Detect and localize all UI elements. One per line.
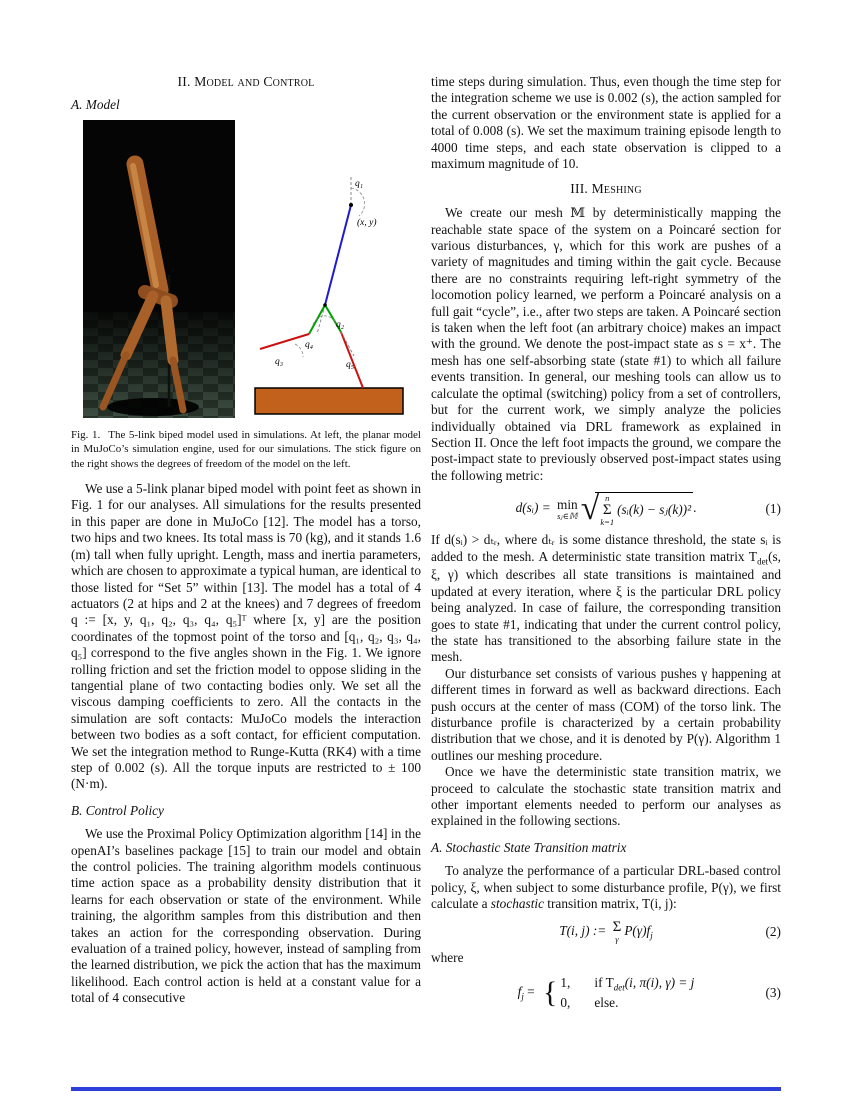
torso-top-point — [349, 203, 353, 207]
equation-2 — [431, 920, 781, 944]
figure-1 — [71, 120, 421, 471]
equation-3 — [431, 974, 781, 1012]
eq2-sum-lower: γ — [615, 934, 619, 945]
eq1-min: min — [557, 497, 578, 513]
figure-1-caption — [71, 428, 421, 471]
left-shank-link — [260, 334, 309, 349]
eq1-radical-group — [580, 489, 693, 527]
torso-extension-dashed — [317, 305, 325, 334]
eq1-min-subscript: sⱼ∈𝕄 — [557, 510, 578, 521]
bottom-page-rule — [71, 1087, 781, 1091]
case2-condition: else. — [594, 995, 619, 1011]
label-q5: q₅ — [346, 360, 355, 371]
label-q1: q₁ — [355, 179, 364, 190]
paragraph-meshing-text: We create our mesh 𝕄 by deterministically mapping the reachable state space of the system on a Poincaré section for various disturbances, γ, which for this work are pushes of a variety of magnitudes and timing within the gait cycle. Because there are no constraints requiring left-right symmetry of the locomotion policy learned, we perform a Poincaré analysis on a full gait “cycle”, i.e., after two steps are taken. A Poincaré section is taken when the left foot (an arbitrary choice) makes an impact with the ground. We denote the post-impact state as s = x⁺. The mesh has one self-absorbing state (state #1) to which all failure events transition. In general, our meshing tools can allow us to calculate the optimal (switching) policy from a set of controllers, but for the current work, we simply analyze the policies individually obtained via DRL framework as explained in Section II. Once the left foot impacts the ground, we compare the post-impact state to previously observed post-impact states using the following metric: — [431, 205, 781, 483]
case-row-2 — [560, 994, 694, 1012]
eq2-sum-operator — [613, 920, 622, 944]
where-label: where — [431, 949, 464, 965]
paragraph-dtr-a: If d(sᵢ) > dₜᵣ, where dₜᵣ is some distance threshold, the state sᵢ is added to the mesh. A deterministic state transition matrix T — [431, 532, 781, 564]
eq1-radicand — [595, 492, 693, 526]
paragraph-analyze — [431, 863, 781, 912]
paragraph-meshing — [431, 205, 781, 484]
paragraph-once-we-have-text: Once we have the deterministic state transition matrix, we proceed to calculate the stochastic state transition matrix and other important elements needed to perform our analyses as explained in the following sections. — [431, 764, 781, 829]
torso-link — [325, 205, 351, 305]
eq1-period: . — [693, 500, 697, 516]
paragraph-model-text: We use a 5-link planar biped model with point feet as shown in Fig. 1 for our analyses. All simulations for the results presented in this paper are done in MuJoCo [12]. The model has a torso, two hips and two knees. Its total mass is 70 (kg), and it stands 1.6 (m) tall when fully upright. Length, mass and inertia parameters, which are chosen to approximate a typical human, are identical to those listed for “Set 5” within [13]. The model has a total of 4 actuators (2 at hips and 2 at the knees) and 7 degrees of freedom q := [x, y, q₁, q₂, q₃, q₄, q₅]ᵀ where [x, y] are the position coordinates of the topmost point of the torso and [q₁, q₂, q₃, q₄, q₅] correspond to the five angles shown in the Fig. 1. We ignore rolling friction and set the friction model to oppose sliding in the tangential plane of two contacting bodies only. We set all the viscous damping coefficients to zero. All the contacts in the simulation are soft contacts: MuJoCo models the interaction between two bodies as a soft contact, for efficient computation. We set the integration method to Runge-Kutta (RK4) with a time step of 0.002 (s). All the torque inputs are restricted to ± 100 (N·m). — [71, 481, 421, 792]
subsection-title-stochastic-matrix: A. Stochastic State Transition matrix — [431, 839, 627, 855]
eq3-lhs-subscript: j — [521, 991, 524, 1002]
label-q4: q₄ — [305, 340, 314, 351]
ground-block — [255, 388, 403, 414]
figure-caption-text: The 5-link biped model used in simulations. At left, the planar model in MuJoCo’s simulation engine, used for our simulations. The stick figure on the right shows the degrees of freedom of the model on the left. — [71, 429, 421, 470]
paragraph-distance-threshold — [431, 532, 781, 666]
left-column — [71, 74, 421, 1007]
eq3-lhs: f — [517, 984, 522, 1000]
q1-angle-arc — [351, 188, 365, 216]
sigma-symbol: Σ — [602, 501, 612, 518]
stochastic-emphasis: stochastic — [490, 896, 544, 912]
equation-1 — [431, 489, 781, 527]
robot-right-thigh — [166, 301, 173, 360]
case1-cond-a: if T — [594, 975, 614, 991]
paragraph-dtr-b: (s, ξ, γ) which describes all state transitions is maintained and updated at every iteration, where ξ is the particular DRL policy being analyzed. In case of failure, the corresponding transition goes to state #1, indicating that under the current control policy, the state has transitioned to the absorbing failure state in the mesh. — [431, 548, 781, 665]
eq3-number: (3) — [765, 984, 781, 1000]
left-knee-angle-arc — [295, 344, 303, 357]
case2-value: 0, — [560, 995, 571, 1011]
eq1-lhs: d(sᵢ) = — [515, 500, 554, 516]
radical-sign: √ — [580, 489, 600, 527]
right-column — [431, 74, 781, 1018]
eq2-body: P(γ)f — [624, 923, 651, 939]
label-q2: q₂ — [336, 320, 345, 331]
section-title-model-and-control: II. Model and Control — [177, 74, 315, 89]
hip-point — [323, 303, 327, 307]
cases-brace: { — [543, 976, 558, 1010]
case1-value: 1, — [560, 975, 571, 991]
tdet-subscript: det — [757, 556, 769, 567]
left-thigh-link — [309, 305, 325, 334]
mujoco-render-image — [83, 120, 235, 418]
paragraph-analyze-b: transition matrix, T(i, j): — [543, 896, 677, 912]
section-title-meshing: III. Meshing — [570, 181, 642, 197]
figure-1-images — [71, 120, 421, 418]
label-q3: q₃ — [275, 357, 284, 368]
paragraph-continuation — [431, 74, 781, 172]
case-row-1 — [560, 974, 694, 994]
paragraph-disturbance-set-text: Our disturbance set consists of various pushes γ happening at different times in forward as well as backward directions. Each push occurs at the center of mass (COM) of the torso link. The disturbance profile is characterized by a certain probability distribution that we chose, and it is denoted by P(γ). Algorithm 1 outlines our meshing procedure. — [431, 665, 781, 763]
eq1-min-operator — [557, 498, 578, 520]
stick-figure-diagram — [243, 120, 411, 418]
eq2-lhs: T(i, j) := — [559, 923, 610, 939]
eq2-number: (2) — [765, 923, 781, 939]
label-xy: (x, y) — [357, 218, 377, 229]
eq3-cases — [560, 974, 694, 1012]
case1-condition — [594, 974, 694, 994]
eq1-sum-operator — [600, 494, 614, 526]
sigma-symbol: Σ — [612, 919, 622, 936]
case1-cond-subscript: det — [613, 982, 625, 993]
eq1-sum-lower: k=1 — [600, 516, 615, 527]
paragraph-analyze-a: To analyze the performance of a particular DRL-based control policy, ξ, when subject to some disturbance profile, P(γ), we first calculate a — [431, 863, 781, 912]
eq1-body: (sᵢ(k) − sⱼ(k))² — [617, 501, 692, 517]
eq3-equals: = — [527, 984, 535, 1000]
paragraph-disturbance-set — [431, 666, 781, 764]
eq1-number: (1) — [765, 500, 781, 516]
subsection-title-control-policy: B. Control Policy — [71, 802, 164, 818]
paragraph-model — [71, 481, 421, 793]
paragraph-control-policy — [71, 826, 421, 1006]
case1-cond-b: (i, π(i), γ) = j — [624, 975, 695, 991]
eq2-subscript: j — [650, 930, 653, 941]
paragraph-once-we-have — [431, 764, 781, 830]
figure-caption-tag: Fig. 1. — [71, 429, 101, 442]
paragraph-control-policy-text: We use the Proximal Policy Optimization algorithm [14] in the openAI’s baselines package [15] to train our model and obtain the control policies. The training algorithm models continuous time action space as a probability density distribution that it learns for each observation or state of the environment. While training, the algorithm samples from this distribution and then takes an action for the corresponding observation. During evaluation of a trained policy, however, instead of sampling from the learned distribution, we pick the action that has the maximum likelihood. Each control action is held at a constant value for a total of 4 consecutive — [71, 826, 421, 1006]
paragraph-continuation-text: time steps during simulation. Thus, even though the time step for the integration scheme we use is 0.002 (s), the action sampled for the current observation or the environment state is applied for a total of 0.008 (s). We set the maximum training episode length to 4000 time steps, and each state observation is clipped to a maximum magnitude of 10. — [431, 74, 781, 172]
eq1-sum-upper: n — [605, 493, 610, 504]
subsection-title-model: A. Model — [71, 96, 120, 112]
